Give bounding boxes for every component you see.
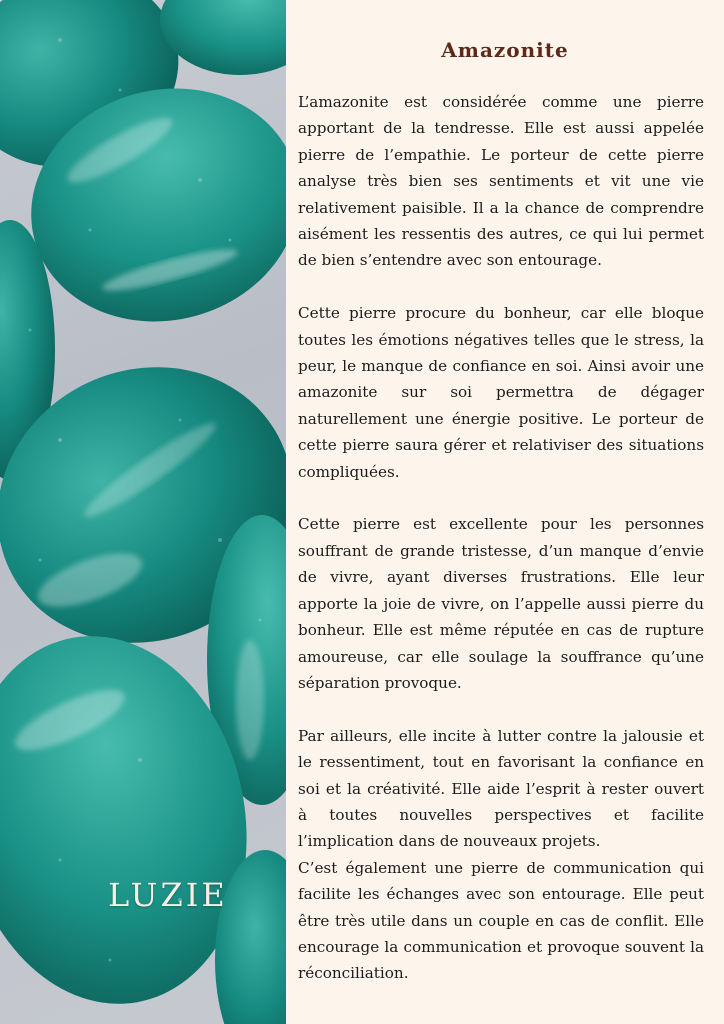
description-body	[298, 89, 704, 987]
stones-illustration	[0, 0, 286, 1024]
paragraph: C’est également une pierre de communication qui facilite les échanges avec son entourage. Elle peut être très utile dans un couple en cas de conflit. Elle encourage la communication et provoque souvent la réconciliation.	[298, 858, 704, 983]
brand-logo: LUZIE	[108, 876, 228, 914]
paragraph: L’amazonite est considérée comme une pierre apportant de la tendresse. Elle est aussi appelée pierre de l’empathie. Le porteur de cette pierre analyse très bien ses sentiments et vit une vie relativement paisible. Il a la chance de comprendre aisément les ressentis des autres, ce qui lui permet de bien s’entendre avec son entourage.	[298, 93, 704, 270]
paragraph: Cette pierre est excellente pour les personnes souffrant de grande tristesse, d’un manque d’envie de vivre, ayant diverses frustrations. Elle leur apporte la joie de vivre, on l’appelle aussi pierre du bonheur. Elle est même réputée en cas de rupture amoureuse, car elle soulage la souffrance qu’une séparation provoque.	[298, 515, 704, 692]
page-title: Amazonite	[441, 38, 569, 62]
amazonite-photo	[0, 0, 286, 1024]
text-panel	[286, 0, 724, 1024]
paragraph: Par ailleurs, elle incite à lutter contre la jalousie et le ressentiment, tout en favorisant la confiance en soi et la créativité. Elle aide l’esprit à rester ouvert à toutes nouvelles perspectives et facilite l’implication dans de nouveaux projets.	[298, 726, 704, 851]
paragraph: Cette pierre procure du bonheur, car elle bloque toutes les émotions négatives telles que le stress, la peur, le manque de confiance en soi. Ainsi avoir une amazonite sur soi permettra de dégager naturellement une énergie positive. Le porteur de cette pierre saura gérer et relativiser des situations compliquées.	[298, 304, 704, 481]
